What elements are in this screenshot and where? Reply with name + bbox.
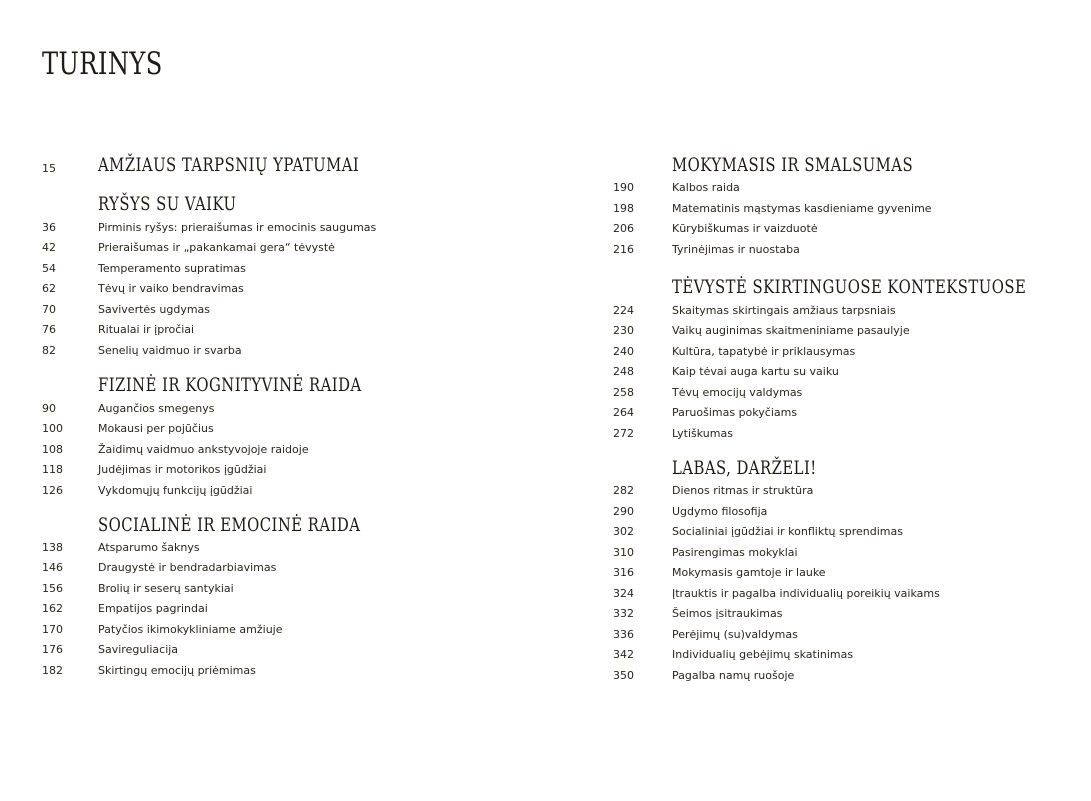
section-heading[interactable]: RYŠYS SU VAIKU	[98, 193, 237, 215]
entry-page-number: 146	[42, 561, 63, 574]
section-heading[interactable]: AMŽIAUS TARPSNIŲ YPATUMAI	[98, 154, 360, 176]
page-title: TURINYS	[42, 46, 163, 82]
entry-title: Savivertės ugdymas	[98, 303, 211, 316]
entry-title: Judėjimas ir motorikos įgūdžiai	[98, 463, 267, 476]
entry-title: Pirminis ryšys: prieraišumas ir emocinis saugumas	[98, 221, 377, 234]
entry-page-number: 282	[613, 484, 634, 497]
entry-page-number: 264	[613, 406, 634, 419]
entry-page-number: 190	[613, 181, 634, 194]
entry-page-number: 170	[42, 623, 63, 636]
entry-title: Draugystė ir bendradarbiavimas	[98, 561, 277, 574]
entry-page-number: 182	[42, 664, 63, 677]
entry-title: Tėvų emocijų valdymas	[672, 386, 803, 399]
entry-page-number: 126	[42, 484, 63, 497]
entry-title: Kultūra, tapatybė ir priklausymas	[672, 345, 856, 358]
entry-page-number: 118	[42, 463, 63, 476]
entry-title: Savireguliacija	[98, 643, 179, 656]
entry-page-number: 290	[613, 505, 634, 518]
entry-title: Mokausi per pojūčius	[98, 422, 214, 435]
entry-title: Ritualai ir įpročiai	[98, 323, 195, 336]
entry-title: Skaitymas skirtingais amžiaus tarpsniais	[672, 304, 896, 317]
entry-title: Augančios smegenys	[98, 402, 215, 415]
entry-page-number: 216	[613, 243, 634, 256]
entry-title: Įtrauktis ir pagalba individualių poreikių vaikams	[672, 587, 940, 600]
entry-title: Kaip tėvai auga kartu su vaiku	[672, 365, 839, 378]
entry-title: Temperamento supratimas	[98, 262, 246, 275]
section-page-number: 15	[42, 162, 56, 175]
entry-title: Kalbos raida	[672, 181, 740, 194]
entry-page-number: 258	[613, 386, 634, 399]
entry-page-number: 248	[613, 365, 634, 378]
entry-title: Atsparumo šaknys	[98, 541, 200, 554]
section-heading[interactable]: LABAS, DARŽELI!	[672, 457, 817, 479]
entry-title: Mokymasis gamtoje ir lauke	[672, 566, 826, 579]
entry-title: Paruošimas pokyčiams	[672, 406, 798, 419]
entry-page-number: 42	[42, 241, 56, 254]
entry-title: Pasirengimas mokyklai	[672, 546, 798, 559]
entry-page-number: 302	[613, 525, 634, 538]
entry-title: Pagalba namų ruošoje	[672, 669, 795, 682]
entry-page-number: 324	[613, 587, 634, 600]
entry-page-number: 336	[613, 628, 634, 641]
entry-page-number: 54	[42, 262, 56, 275]
entry-page-number: 310	[613, 546, 634, 559]
entry-title: Kūrybiškumas ir vaizduotė	[672, 222, 818, 235]
entry-title: Tyrinėjimas ir nuostaba	[672, 243, 800, 256]
entry-page-number: 162	[42, 602, 63, 615]
entry-title: Skirtingų emocijų priėmimas	[98, 664, 256, 677]
section-heading[interactable]: FIZINĖ IR KOGNITYVINĖ RAIDA	[98, 374, 362, 396]
section-heading[interactable]: SOCIALINĖ IR EMOCINĖ RAIDA	[98, 514, 361, 536]
entry-title: Individualių gebėjimų skatinimas	[672, 648, 854, 661]
entry-page-number: 156	[42, 582, 63, 595]
entry-title: Dienos ritmas ir struktūra	[672, 484, 814, 497]
entry-title: Brolių ir seserų santykiai	[98, 582, 234, 595]
entry-title: Prieraišumas ir „pakankamai gera“ tėvystė	[98, 241, 335, 254]
entry-page-number: 176	[42, 643, 63, 656]
entry-title: Empatijos pagrindai	[98, 602, 208, 615]
entry-page-number: 240	[613, 345, 634, 358]
entry-page-number: 316	[613, 566, 634, 579]
entry-page-number: 230	[613, 324, 634, 337]
entry-page-number: 224	[613, 304, 634, 317]
entry-title: Perėjimų (su)valdymas	[672, 628, 798, 641]
entry-title: Senelių vaidmuo ir svarba	[98, 344, 242, 357]
entry-page-number: 82	[42, 344, 56, 357]
entry-title: Matematinis mąstymas kasdieniame gyvenime	[672, 202, 932, 215]
entry-page-number: 70	[42, 303, 56, 316]
entry-title: Patyčios ikimokykliniame amžiuje	[98, 623, 283, 636]
entry-title: Socialiniai įgūdžiai ir konfliktų sprendimas	[672, 525, 903, 538]
entry-title: Lytiškumas	[672, 427, 733, 440]
entry-title: Vykdomųjų funkcijų įgūdžiai	[98, 484, 253, 497]
entry-page-number: 138	[42, 541, 63, 554]
section-heading[interactable]: TĖVYSTĖ SKIRTINGUOSE KONTEKSTUOSE	[672, 276, 1027, 298]
entry-page-number: 350	[613, 669, 634, 682]
entry-page-number: 332	[613, 607, 634, 620]
section-heading[interactable]: MOKYMASIS IR SMALSUMAS	[672, 154, 914, 176]
entry-page-number: 36	[42, 221, 56, 234]
entry-page-number: 206	[613, 222, 634, 235]
entry-title: Ugdymo filosofija	[672, 505, 768, 518]
entry-page-number: 62	[42, 282, 56, 295]
entry-title: Žaidimų vaidmuo ankstyvojoje raidoje	[98, 443, 309, 456]
entry-page-number: 342	[613, 648, 634, 661]
entry-page-number: 76	[42, 323, 56, 336]
entry-page-number: 108	[42, 443, 63, 456]
entry-title: Šeimos įsitraukimas	[672, 607, 783, 620]
entry-page-number: 90	[42, 402, 56, 415]
entry-page-number: 198	[613, 202, 634, 215]
entry-page-number: 272	[613, 427, 634, 440]
entry-title: Tėvų ir vaiko bendravimas	[98, 282, 244, 295]
entry-page-number: 100	[42, 422, 63, 435]
entry-title: Vaikų auginimas skaitmeniniame pasaulyje	[672, 324, 910, 337]
